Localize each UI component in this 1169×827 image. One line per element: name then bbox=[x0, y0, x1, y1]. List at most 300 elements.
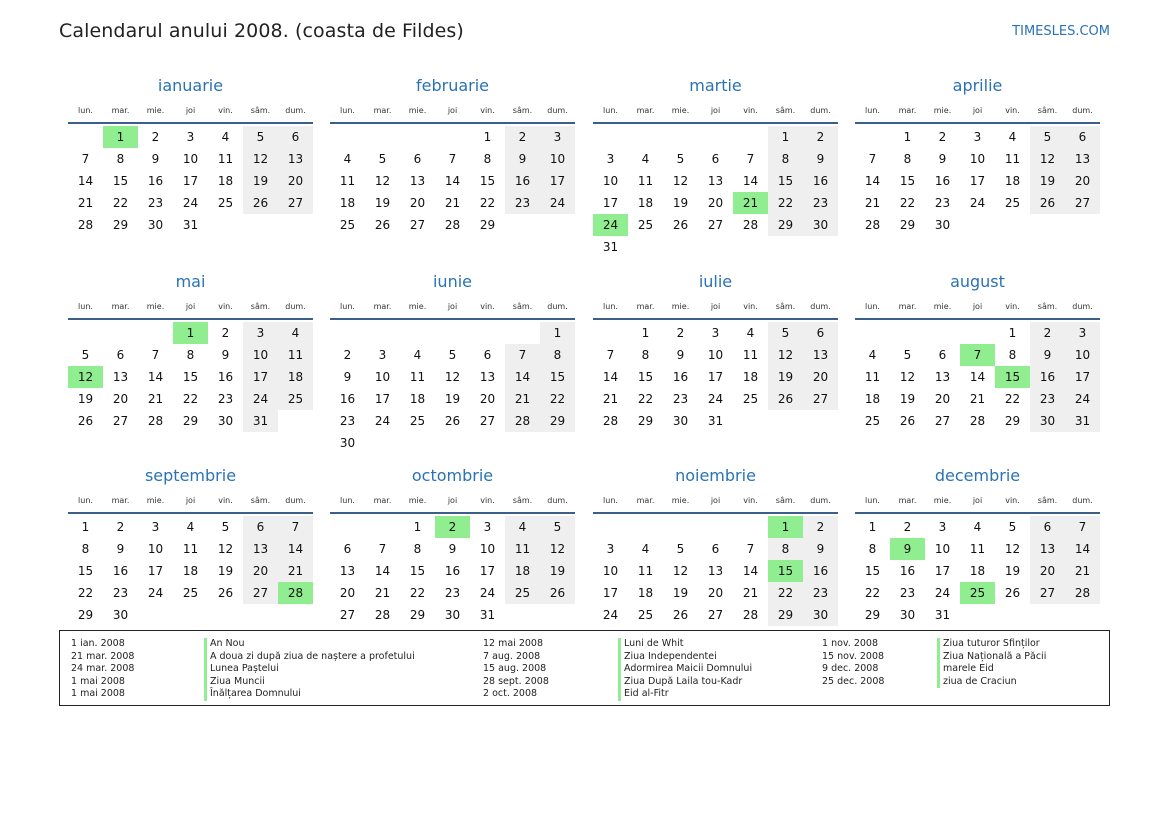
day-cell: 4 bbox=[505, 516, 540, 538]
day-cell: 17 bbox=[479, 564, 496, 578]
weekday-label: lun. bbox=[340, 106, 355, 115]
month-divider bbox=[593, 512, 838, 514]
weekday-label: lun. bbox=[78, 496, 93, 505]
day-cell: 24 bbox=[602, 608, 619, 622]
day-cell: 11 bbox=[505, 538, 540, 560]
day-cell: 8 bbox=[413, 542, 422, 556]
day-cell: 19 bbox=[672, 196, 689, 210]
day-cell: 2 bbox=[1030, 322, 1065, 344]
day-cell: 12 bbox=[444, 370, 461, 384]
weekday-label: mar. bbox=[636, 106, 655, 115]
day-cell: 9 bbox=[938, 152, 947, 166]
legend-date: 15 nov. 2008 bbox=[822, 650, 885, 662]
day-cell: 6 bbox=[413, 152, 422, 166]
legend-date: 2 oct. 2008 bbox=[483, 688, 538, 699]
day-cell: 24 bbox=[969, 196, 986, 210]
month-name: februarie bbox=[415, 76, 490, 95]
day-cell: 17 bbox=[243, 366, 278, 388]
day-cell: 27 bbox=[479, 414, 496, 428]
day-cell: 7 bbox=[746, 542, 755, 556]
weekday-label: joi bbox=[710, 496, 721, 505]
day-cell: 6 bbox=[711, 542, 720, 556]
day-cell: 21 bbox=[742, 586, 759, 600]
weekday-label: mie. bbox=[671, 106, 690, 115]
day-cell: 23 bbox=[934, 196, 951, 210]
day-cell: 18 bbox=[637, 586, 654, 600]
day-cell: 2 bbox=[505, 126, 540, 148]
day-cell: 26 bbox=[444, 414, 461, 428]
day-cell: 13 bbox=[479, 370, 496, 384]
day-cell: 10 bbox=[1065, 344, 1100, 366]
holiday-day-cell: 1 bbox=[173, 322, 208, 344]
month-divider bbox=[593, 122, 838, 124]
weekday-label: vin. bbox=[480, 302, 495, 311]
month-name: august bbox=[950, 272, 1005, 291]
day-cell: 16 bbox=[934, 174, 951, 188]
day-cell: 5 bbox=[221, 520, 230, 534]
day-cell: 15 bbox=[864, 564, 881, 578]
day-cell: 23 bbox=[217, 392, 234, 406]
day-cell: 29 bbox=[409, 608, 426, 622]
day-cell: 28 bbox=[742, 218, 759, 232]
weekday-label: joi bbox=[972, 106, 983, 115]
day-cell: 11 bbox=[637, 564, 654, 578]
day-cell: 30 bbox=[899, 608, 916, 622]
day-cell: 11 bbox=[182, 542, 199, 556]
day-cell: 10 bbox=[374, 370, 391, 384]
day-cell: 17 bbox=[707, 370, 724, 384]
day-cell: 18 bbox=[1004, 174, 1021, 188]
day-cell: 26 bbox=[374, 218, 391, 232]
day-cell: 9 bbox=[676, 348, 685, 362]
weekday-label: mar. bbox=[898, 302, 917, 311]
weekday-label: mie. bbox=[671, 302, 690, 311]
weekday-label: mie. bbox=[933, 302, 952, 311]
day-cell: 10 bbox=[479, 542, 496, 556]
day-cell: 30 bbox=[339, 436, 356, 450]
month-name: ianuarie bbox=[157, 76, 224, 95]
weekday-header bbox=[330, 302, 575, 314]
day-cell: 16 bbox=[1030, 366, 1065, 388]
day-cell: 17 bbox=[540, 170, 575, 192]
day-cell: 22 bbox=[77, 586, 94, 600]
day-cell: 26 bbox=[768, 388, 803, 410]
day-cell: 29 bbox=[77, 608, 94, 622]
day-cell: 29 bbox=[864, 608, 881, 622]
weekday-header bbox=[593, 496, 838, 508]
day-cell: 7 bbox=[505, 344, 540, 366]
weekday-header bbox=[593, 106, 838, 118]
day-cell: 6 bbox=[1030, 516, 1065, 538]
day-cell: 15 bbox=[637, 370, 654, 384]
day-cell: 14 bbox=[147, 370, 164, 384]
legend-holiday-name: Eid al-Fitr bbox=[618, 688, 752, 701]
legend-holiday-name: marele Eid bbox=[937, 663, 1046, 676]
weekday-label: mie. bbox=[671, 496, 690, 505]
weekday-label: sâm. bbox=[775, 106, 796, 115]
month-divider bbox=[593, 318, 838, 320]
month-divider bbox=[855, 512, 1100, 514]
weekday-label: joi bbox=[710, 302, 721, 311]
weekday-label: mie. bbox=[146, 106, 165, 115]
day-cell: 29 bbox=[479, 218, 496, 232]
weekday-label: mar. bbox=[111, 302, 130, 311]
legend-holiday-name: Înălțarea Domnului bbox=[204, 688, 415, 701]
day-cell: 8 bbox=[768, 538, 803, 560]
day-cell: 11 bbox=[217, 152, 234, 166]
day-cell: 22 bbox=[1004, 392, 1021, 406]
day-cell: 21 bbox=[602, 392, 619, 406]
weekday-label: joi bbox=[185, 302, 196, 311]
day-cell: 19 bbox=[540, 560, 575, 582]
day-cell: 22 bbox=[899, 196, 916, 210]
day-cell: 15 bbox=[768, 170, 803, 192]
day-cell: 1 bbox=[413, 520, 422, 534]
day-cell: 5 bbox=[1030, 126, 1065, 148]
day-cell: 4 bbox=[343, 152, 352, 166]
day-cell: 7 bbox=[868, 152, 877, 166]
day-cell: 3 bbox=[1065, 322, 1100, 344]
day-cell: 20 bbox=[803, 366, 838, 388]
day-cell: 16 bbox=[112, 564, 129, 578]
day-cell: 12 bbox=[768, 344, 803, 366]
day-cell: 14 bbox=[742, 174, 759, 188]
legend-names-column bbox=[204, 638, 415, 701]
legend-date: 24 mar. 2008 bbox=[71, 663, 135, 674]
weekday-label: sâm. bbox=[512, 302, 533, 311]
legend-holiday-name: An Nou bbox=[204, 638, 415, 651]
weekday-label: lun. bbox=[865, 496, 880, 505]
day-cell: 6 bbox=[711, 152, 720, 166]
legend-dates-column bbox=[483, 638, 549, 701]
legend-holiday-name: Ziua Națională a Păcii bbox=[937, 651, 1046, 664]
day-cell: 25 bbox=[505, 582, 540, 604]
day-cell: 9 bbox=[448, 542, 457, 556]
month-divider bbox=[330, 512, 575, 514]
weekday-label: dum. bbox=[547, 106, 568, 115]
day-cell: 8 bbox=[1008, 348, 1017, 362]
weekday-label: lun. bbox=[603, 302, 618, 311]
day-cell: 10 bbox=[934, 542, 951, 556]
day-cell: 12 bbox=[672, 564, 689, 578]
weekday-label: mar. bbox=[898, 106, 917, 115]
day-cell: 12 bbox=[540, 538, 575, 560]
day-cell: 8 bbox=[540, 344, 575, 366]
weekday-label: dum. bbox=[547, 496, 568, 505]
weekday-label: vin. bbox=[743, 496, 758, 505]
day-cell: 9 bbox=[151, 152, 160, 166]
day-cell: 29 bbox=[112, 218, 129, 232]
weekday-label: lun. bbox=[603, 106, 618, 115]
day-cell: 26 bbox=[899, 414, 916, 428]
day-cell: 4 bbox=[186, 520, 195, 534]
day-cell: 11 bbox=[278, 344, 313, 366]
day-cell: 19 bbox=[217, 564, 234, 578]
weekday-label: mar. bbox=[111, 106, 130, 115]
day-cell: 17 bbox=[934, 564, 951, 578]
weekday-label: joi bbox=[447, 496, 458, 505]
day-cell: 26 bbox=[672, 608, 689, 622]
month-divider bbox=[68, 512, 313, 514]
site-link[interactable]: TIMESLES.COM bbox=[1012, 24, 1110, 39]
weekday-header bbox=[855, 496, 1100, 508]
weekday-label: dum. bbox=[1072, 302, 1093, 311]
day-cell: 30 bbox=[1030, 410, 1065, 432]
day-cell: 11 bbox=[409, 370, 426, 384]
day-cell: 10 bbox=[602, 174, 619, 188]
day-cell: 7 bbox=[151, 348, 160, 362]
day-cell: 13 bbox=[1030, 538, 1065, 560]
day-cell: 30 bbox=[672, 414, 689, 428]
day-cell: 13 bbox=[112, 370, 129, 384]
day-cell: 20 bbox=[1030, 560, 1065, 582]
day-cell: 1 bbox=[483, 130, 492, 144]
weekday-label: mie. bbox=[408, 496, 427, 505]
day-cell: 31 bbox=[182, 218, 199, 232]
weekday-label: sâm. bbox=[1037, 496, 1058, 505]
day-cell: 20 bbox=[243, 560, 278, 582]
day-cell: 2 bbox=[116, 520, 125, 534]
legend-names-column bbox=[937, 638, 1046, 688]
day-cell: 21 bbox=[505, 388, 540, 410]
day-cell: 25 bbox=[637, 218, 654, 232]
month-name: noiembrie bbox=[675, 466, 756, 485]
day-cell: 9 bbox=[116, 542, 125, 556]
month-name: decembrie bbox=[934, 466, 1021, 485]
weekday-label: lun. bbox=[78, 106, 93, 115]
weekday-header bbox=[68, 302, 313, 314]
day-cell: 22 bbox=[409, 586, 426, 600]
day-cell: 23 bbox=[505, 192, 540, 214]
day-cell: 5 bbox=[676, 152, 685, 166]
day-cell: 19 bbox=[243, 170, 278, 192]
holiday-legend bbox=[59, 630, 1110, 706]
day-cell: 23 bbox=[112, 586, 129, 600]
day-cell: 15 bbox=[112, 174, 129, 188]
day-cell: 8 bbox=[483, 152, 492, 166]
day-cell: 28 bbox=[77, 218, 94, 232]
day-cell: 15 bbox=[479, 174, 496, 188]
weekday-label: dum. bbox=[285, 106, 306, 115]
day-cell: 27 bbox=[934, 414, 951, 428]
day-cell: 25 bbox=[182, 586, 199, 600]
day-cell: 13 bbox=[278, 148, 313, 170]
day-cell: 13 bbox=[409, 174, 426, 188]
day-cell: 25 bbox=[742, 392, 759, 406]
day-cell: 21 bbox=[864, 196, 881, 210]
day-cell: 27 bbox=[339, 608, 356, 622]
day-cell: 5 bbox=[1008, 520, 1017, 534]
day-cell: 20 bbox=[934, 392, 951, 406]
day-cell: 15 bbox=[540, 366, 575, 388]
day-cell: 5 bbox=[243, 126, 278, 148]
month-name: mai bbox=[175, 272, 206, 291]
day-cell: 12 bbox=[217, 542, 234, 556]
day-cell: 20 bbox=[409, 196, 426, 210]
legend-holiday-name: Ziua tuturor Sfinților bbox=[937, 638, 1046, 651]
day-cell: 4 bbox=[221, 130, 230, 144]
weekday-label: joi bbox=[972, 302, 983, 311]
month-divider bbox=[68, 122, 313, 124]
weekday-label: lun. bbox=[340, 496, 355, 505]
day-cell: 12 bbox=[374, 174, 391, 188]
day-cell: 24 bbox=[540, 192, 575, 214]
weekday-label: sâm. bbox=[1037, 106, 1058, 115]
weekday-label: mar. bbox=[373, 106, 392, 115]
day-cell: 4 bbox=[973, 520, 982, 534]
day-cell: 23 bbox=[803, 582, 838, 604]
day-cell: 15 bbox=[182, 370, 199, 384]
day-cell: 24 bbox=[479, 586, 496, 600]
day-cell: 26 bbox=[540, 582, 575, 604]
day-cell: 6 bbox=[483, 348, 492, 362]
month-name: aprilie bbox=[952, 76, 1003, 95]
day-cell: 19 bbox=[768, 366, 803, 388]
holiday-day-cell: 25 bbox=[960, 582, 995, 604]
legend-date: 1 mai 2008 bbox=[71, 675, 125, 687]
weekday-label: vin. bbox=[1005, 496, 1020, 505]
day-cell: 18 bbox=[742, 370, 759, 384]
weekday-label: mie. bbox=[146, 302, 165, 311]
day-cell: 25 bbox=[278, 388, 313, 410]
day-cell: 17 bbox=[602, 196, 619, 210]
day-cell: 16 bbox=[803, 560, 838, 582]
day-cell: 24 bbox=[374, 414, 391, 428]
day-cell: 2 bbox=[903, 520, 912, 534]
day-cell: 1 bbox=[1008, 326, 1017, 340]
day-cell: 13 bbox=[803, 344, 838, 366]
day-cell: 6 bbox=[938, 348, 947, 362]
day-cell: 7 bbox=[81, 152, 90, 166]
day-cell: 24 bbox=[147, 586, 164, 600]
day-cell: 27 bbox=[112, 414, 129, 428]
weekday-header bbox=[855, 302, 1100, 314]
weekday-label: mar. bbox=[373, 302, 392, 311]
day-cell: 21 bbox=[278, 560, 313, 582]
day-cell: 31 bbox=[934, 608, 951, 622]
day-cell: 11 bbox=[637, 174, 654, 188]
day-cell: 18 bbox=[409, 392, 426, 406]
month-name: octombrie bbox=[411, 466, 494, 485]
month-divider bbox=[855, 318, 1100, 320]
day-cell: 7 bbox=[606, 348, 615, 362]
weekday-label: sâm. bbox=[1037, 302, 1058, 311]
day-cell: 9 bbox=[505, 148, 540, 170]
day-cell: 2 bbox=[803, 126, 838, 148]
month-name: martie bbox=[689, 76, 742, 95]
weekday-label: sâm. bbox=[512, 496, 533, 505]
legend-date: 12 mai 2008 bbox=[483, 638, 544, 649]
day-cell: 11 bbox=[864, 370, 881, 384]
legend-date: 1 nov. 2008 bbox=[822, 638, 878, 649]
day-cell: 18 bbox=[637, 196, 654, 210]
day-cell: 14 bbox=[742, 564, 759, 578]
day-cell: 15 bbox=[409, 564, 426, 578]
day-cell: 12 bbox=[1004, 542, 1021, 556]
weekday-label: mar. bbox=[898, 496, 917, 505]
day-cell: 12 bbox=[672, 174, 689, 188]
legend-holiday-name: Ziua După Laila tou-Kadr bbox=[618, 676, 752, 689]
day-cell: 31 bbox=[707, 414, 724, 428]
day-cell: 28 bbox=[864, 218, 881, 232]
day-cell: 16 bbox=[147, 174, 164, 188]
day-cell: 13 bbox=[243, 538, 278, 560]
weekday-label: vin. bbox=[480, 106, 495, 115]
legend-date: 7 aug. 2008 bbox=[483, 650, 541, 662]
day-cell: 5 bbox=[903, 348, 912, 362]
month-divider bbox=[68, 318, 313, 320]
weekday-header bbox=[330, 496, 575, 508]
weekday-label: dum. bbox=[285, 302, 306, 311]
day-cell: 21 bbox=[147, 392, 164, 406]
day-cell: 12 bbox=[1030, 148, 1065, 170]
legend-holiday-name: Ziua Independentei bbox=[618, 651, 752, 664]
day-cell: 24 bbox=[243, 388, 278, 410]
day-cell: 27 bbox=[1065, 192, 1100, 214]
weekday-label: lun. bbox=[865, 302, 880, 311]
day-cell: 28 bbox=[1065, 582, 1100, 604]
day-cell: 11 bbox=[969, 542, 986, 556]
weekday-label: sâm. bbox=[775, 302, 796, 311]
day-cell: 22 bbox=[540, 388, 575, 410]
day-cell: 2 bbox=[221, 326, 230, 340]
day-cell: 29 bbox=[768, 214, 803, 236]
weekday-label: joi bbox=[972, 496, 983, 505]
day-cell: 24 bbox=[934, 586, 951, 600]
day-cell: 15 bbox=[77, 564, 94, 578]
day-cell: 20 bbox=[707, 196, 724, 210]
day-cell: 4 bbox=[641, 542, 650, 556]
legend-date: 28 sept. 2008 bbox=[483, 675, 549, 687]
weekday-label: mar. bbox=[636, 496, 655, 505]
day-cell: 26 bbox=[217, 586, 234, 600]
day-cell: 21 bbox=[77, 196, 94, 210]
month-divider bbox=[330, 318, 575, 320]
day-cell: 28 bbox=[602, 414, 619, 428]
day-cell: 20 bbox=[1065, 170, 1100, 192]
day-cell: 19 bbox=[1030, 170, 1065, 192]
holiday-day-cell: 7 bbox=[960, 344, 995, 366]
weekday-label: mie. bbox=[408, 302, 427, 311]
day-cell: 25 bbox=[217, 196, 234, 210]
day-cell: 25 bbox=[409, 414, 426, 428]
day-cell: 29 bbox=[899, 218, 916, 232]
day-cell: 13 bbox=[1065, 148, 1100, 170]
day-cell: 4 bbox=[278, 322, 313, 344]
day-cell: 29 bbox=[182, 414, 199, 428]
day-cell: 2 bbox=[343, 348, 352, 362]
day-cell: 25 bbox=[637, 608, 654, 622]
day-cell: 13 bbox=[707, 564, 724, 578]
day-cell: 3 bbox=[243, 322, 278, 344]
day-cell: 27 bbox=[707, 608, 724, 622]
holiday-day-cell: 9 bbox=[890, 538, 925, 560]
day-cell: 27 bbox=[707, 218, 724, 232]
day-cell: 1 bbox=[81, 520, 90, 534]
legend-date: 1 ian. 2008 bbox=[71, 638, 125, 649]
weekday-header bbox=[68, 106, 313, 118]
day-cell: 23 bbox=[339, 414, 356, 428]
legend-dates-column bbox=[71, 638, 134, 701]
day-cell: 31 bbox=[602, 240, 619, 254]
day-cell: 3 bbox=[606, 542, 615, 556]
day-cell: 22 bbox=[637, 392, 654, 406]
day-cell: 4 bbox=[746, 326, 755, 340]
day-cell: 29 bbox=[1004, 414, 1021, 428]
holiday-day-cell: 21 bbox=[733, 192, 768, 214]
day-cell: 3 bbox=[151, 520, 160, 534]
day-cell: 3 bbox=[973, 130, 982, 144]
